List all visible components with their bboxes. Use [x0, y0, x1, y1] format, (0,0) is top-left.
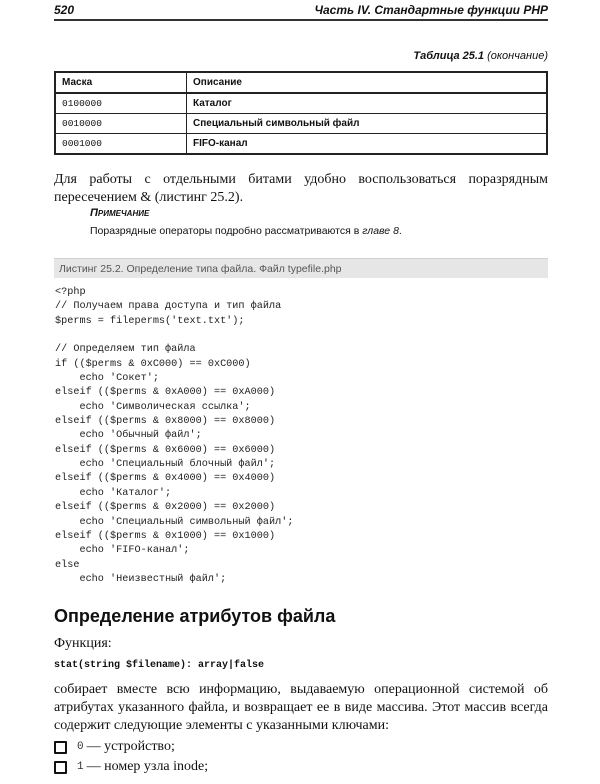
list-item: [54, 759, 208, 775]
note-end: .: [398, 225, 402, 237]
page-header: [54, 2, 548, 21]
mask-cell: 0010000: [55, 114, 187, 134]
column-header: Маска: [55, 72, 187, 93]
listing-title: Листинг 25.2. Определение типа файла. Файл typefile.php: [54, 258, 548, 278]
mask-table: [54, 71, 548, 155]
function-signature: stat(string $filename): array|false: [54, 660, 265, 671]
description-cell: Каталог: [187, 93, 548, 114]
column-header: Описание: [187, 72, 548, 93]
note-body: Поразрядные операторы подробно рассматриваются в: [90, 225, 363, 237]
mask-cell: 0100000: [55, 93, 187, 114]
section-heading: Определение атрибутов файла: [54, 606, 336, 626]
note-heading: Примечание: [90, 207, 150, 219]
key: 0: [77, 741, 84, 753]
key: 1: [77, 761, 84, 773]
caption-number: Таблица 25.1: [413, 50, 485, 62]
checkbox-bullet-icon: [54, 741, 67, 754]
mask-cell: 0001000: [55, 134, 187, 155]
code-listing: <?php // Получаем права доступа и тип файла $perms = fileperms('text.txt'); // Определяем тип файла if (($perms & 0xC000) == 0xC000) echo 'Сокет'; elseif (($perms & 0xA000) == 0xA000) echo 'Символическая ссылка'; elseif (($perms & 0x8000) == 0x8000) echo 'Обычный файл'; elseif (($perms & 0x6000) == 0x6000) echo 'Специальный блочный файл'; elseif (($perms & 0x4000) == 0x4000) echo 'Каталог'; elseif (($perms & 0x2000) == 0x2000) echo 'Специальный символьный файл'; elseif (($perms & 0x1000) == 0x1000) echo 'FIFO-канал'; else echo 'Неизвестный файл';: [55, 287, 294, 585]
body-paragraph: Для работы с отдельными битами удобно воспользоваться поразрядным пересечением & (листинг 25.2).: [54, 172, 548, 205]
table-header-row: [55, 72, 547, 93]
list-item: [54, 739, 175, 755]
description-cell: Специальный символьный файл: [187, 114, 548, 134]
table-row: [55, 114, 547, 134]
function-label: Функция:: [54, 636, 112, 651]
table-row: [55, 93, 547, 114]
item-text: — номер узла inode;: [86, 759, 209, 774]
description-cell: FIFO-канал: [187, 134, 548, 155]
body-paragraph: собирает вместе всю информацию, выдаваемую операционной системой об атрибутах указанного файла, и возвращает ее в виде массива. Этот массив всегда содержит следующие элементы с указанными ключами:: [54, 682, 548, 733]
page-number: 520: [54, 3, 75, 17]
table-row: [55, 134, 547, 155]
item-text: — устройство;: [86, 739, 175, 754]
note-text: [90, 225, 402, 237]
checkbox-bullet-icon: [54, 761, 67, 774]
running-title: Часть IV. Стандартные функции PHP: [314, 3, 548, 17]
chapter-reference: главе 8: [362, 225, 399, 237]
caption-note: (окончание): [484, 50, 548, 62]
table-caption: [413, 50, 548, 62]
